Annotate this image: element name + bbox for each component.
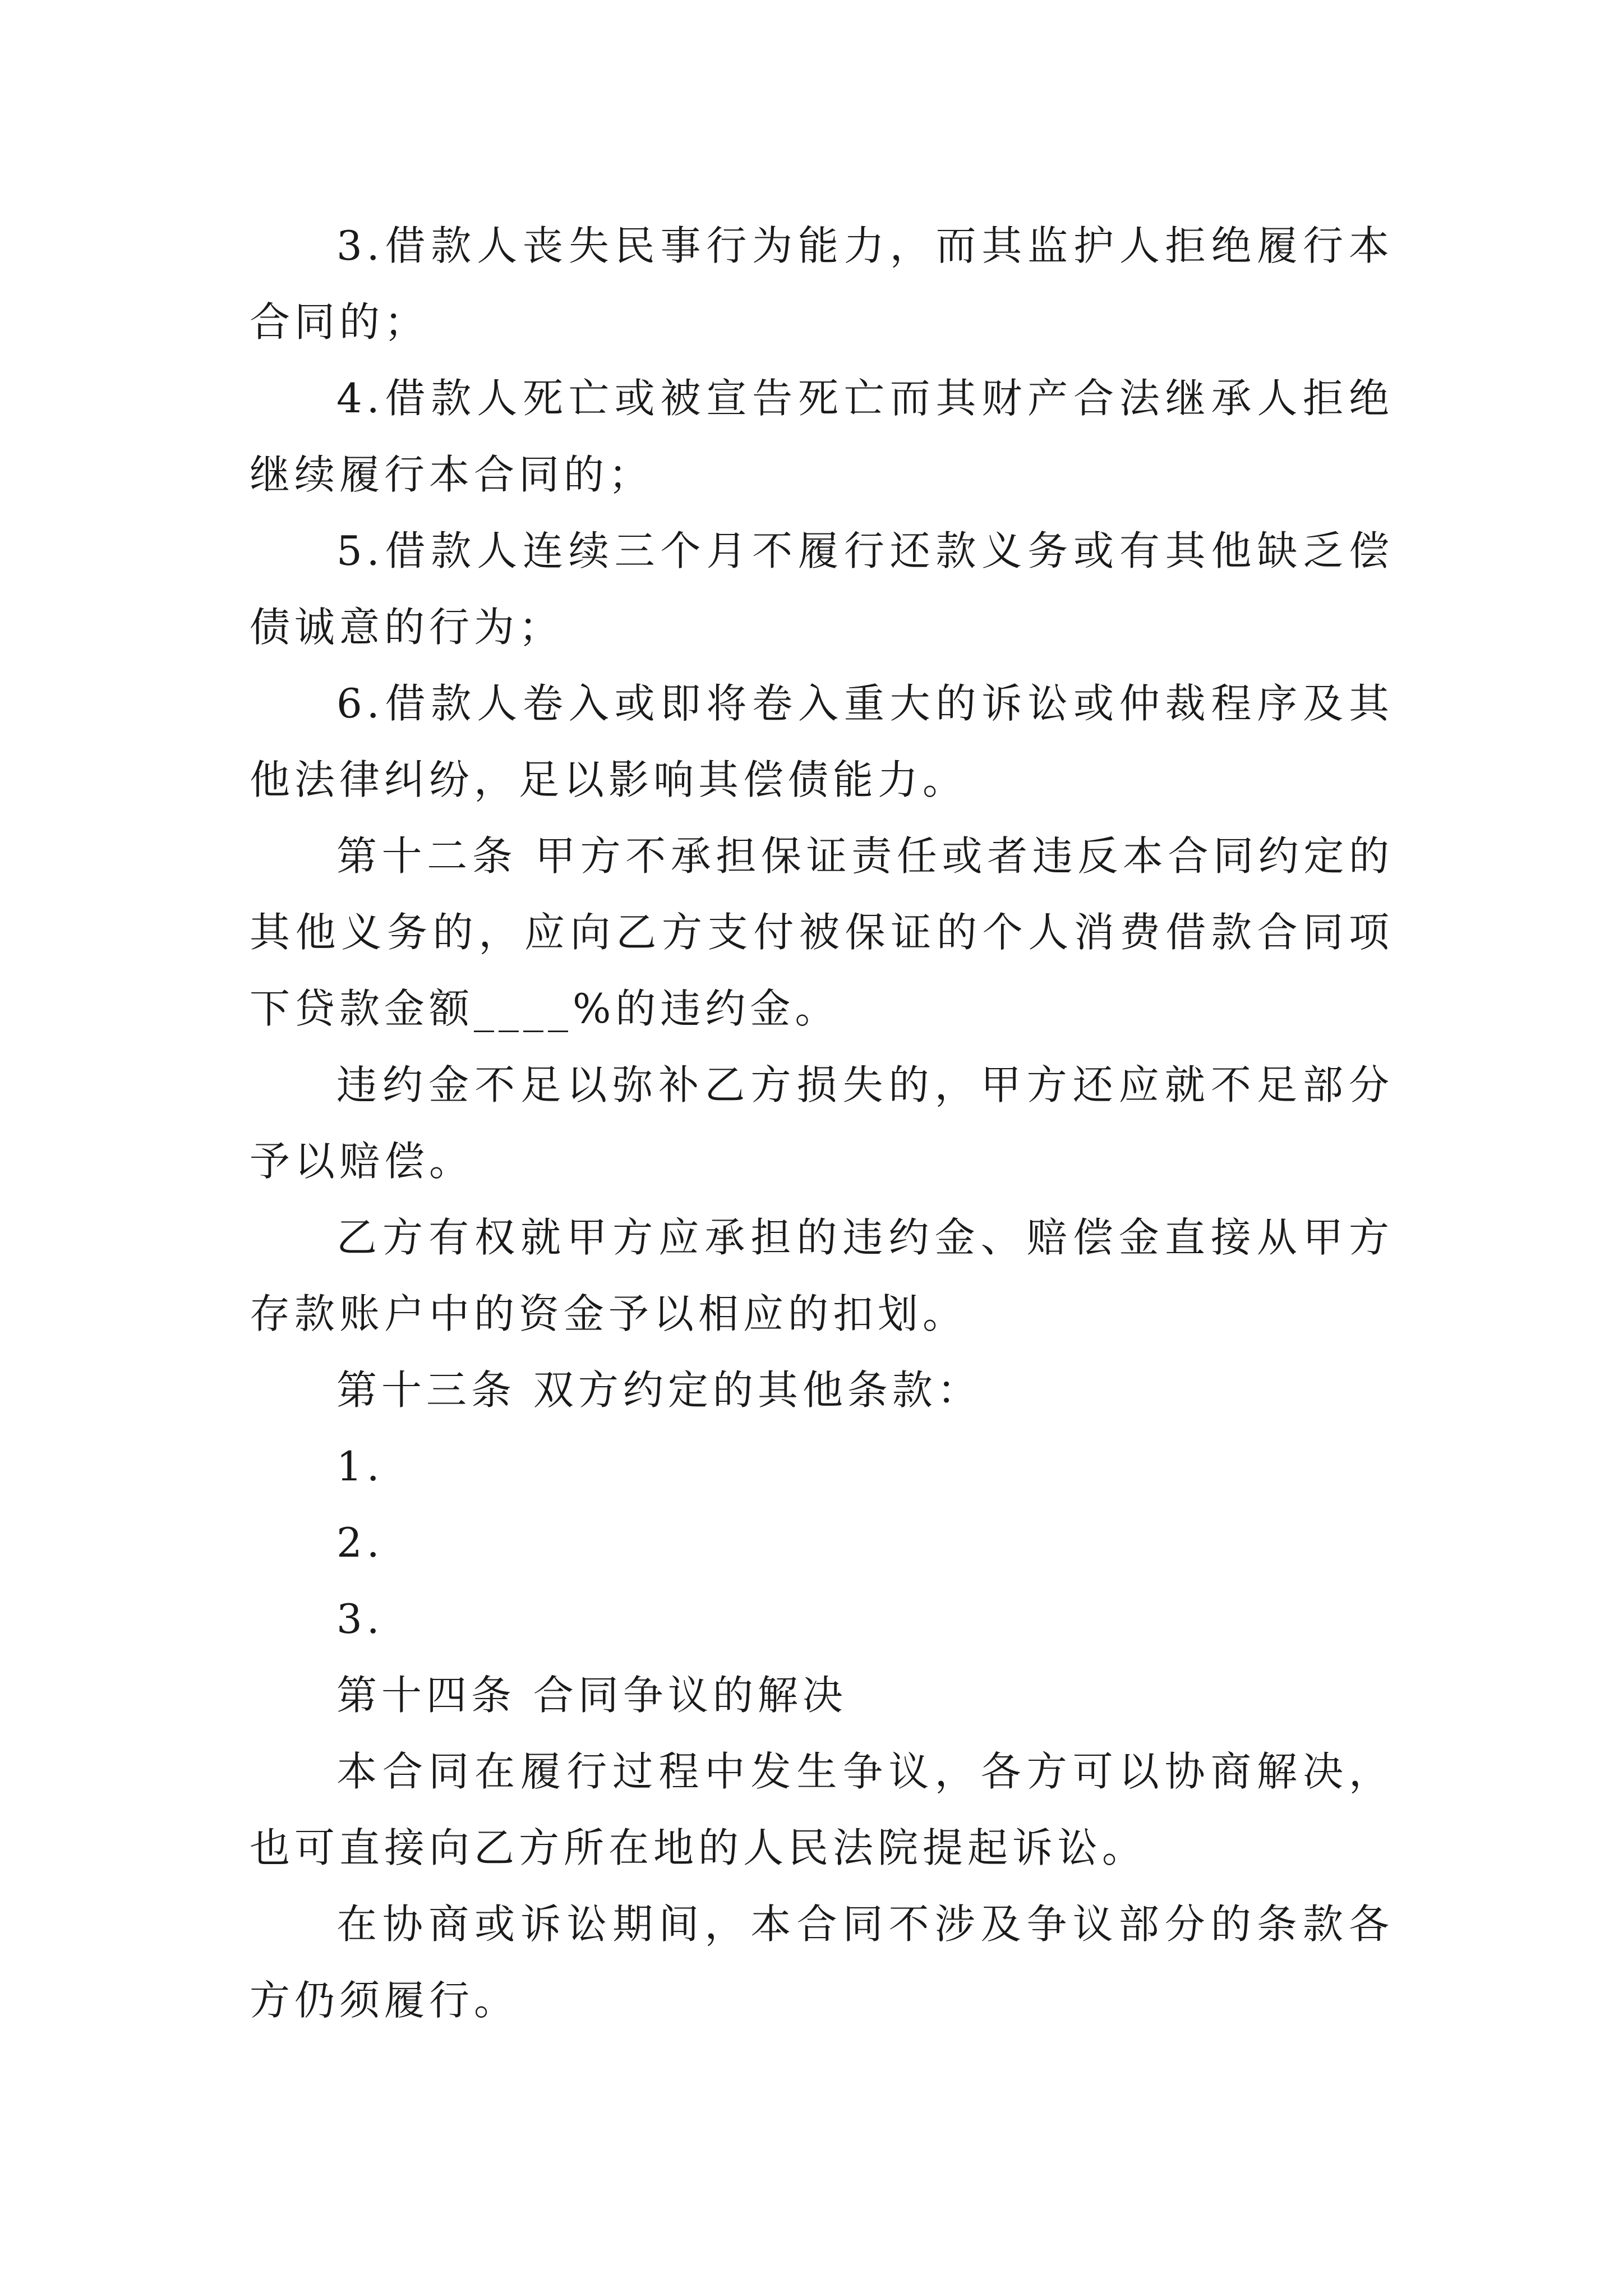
document-page bbox=[250, 208, 1394, 2039]
article-13-item-1: 1. bbox=[336, 1443, 384, 1490]
article-13-item-3: 3. bbox=[336, 1595, 384, 1642]
article-14-para-1: 本合同在履行过程中发生争议，各方可以协商解决，也可直接向乙方所在地的人民法院提起诉讼。 bbox=[250, 1748, 1394, 1871]
clause-item-3: 3.借款人丧失民事行为能力，而其监护人拒绝履行本合同的； bbox=[250, 222, 1394, 346]
article-12: 第十二条 甲方不承担保证责任或者违反本合同约定的其他义务的，应向乙方支付被保证的个人消费借款合同项下贷款金额____%的违约金。 bbox=[250, 832, 1394, 1032]
clause-item-6: 6.借款人卷入或即将卷入重大的诉讼或仲裁程序及其他法律纠纷，足以影响其偿债能力。 bbox=[250, 680, 1394, 803]
clause-item-4: 4.借款人死亡或被宣告死亡而其财产合法继承人拒绝继续履行本合同的； bbox=[250, 375, 1394, 498]
article-12-para-2: 违约金不足以弥补乙方损失的，甲方还应就不足部分予以赔偿。 bbox=[250, 1061, 1394, 1185]
article-14-para-2: 在协商或诉讼期间，本合同不涉及争议部分的条款各方仍须履行。 bbox=[250, 1901, 1394, 2024]
article-13-item-2: 2. bbox=[336, 1519, 384, 1566]
clause-item-5: 5.借款人连续三个月不履行还款义务或有其他缺乏偿债诚意的行为； bbox=[250, 527, 1394, 651]
article-13: 第十三条 双方约定的其他条款： bbox=[336, 1366, 982, 1414]
article-12-para-3: 乙方有权就甲方应承担的违约金、赔偿金直接从甲方存款账户中的资金予以相应的扣划。 bbox=[250, 1214, 1394, 1337]
article-14-heading: 第十四条 合同争议的解决 bbox=[336, 1672, 847, 1719]
